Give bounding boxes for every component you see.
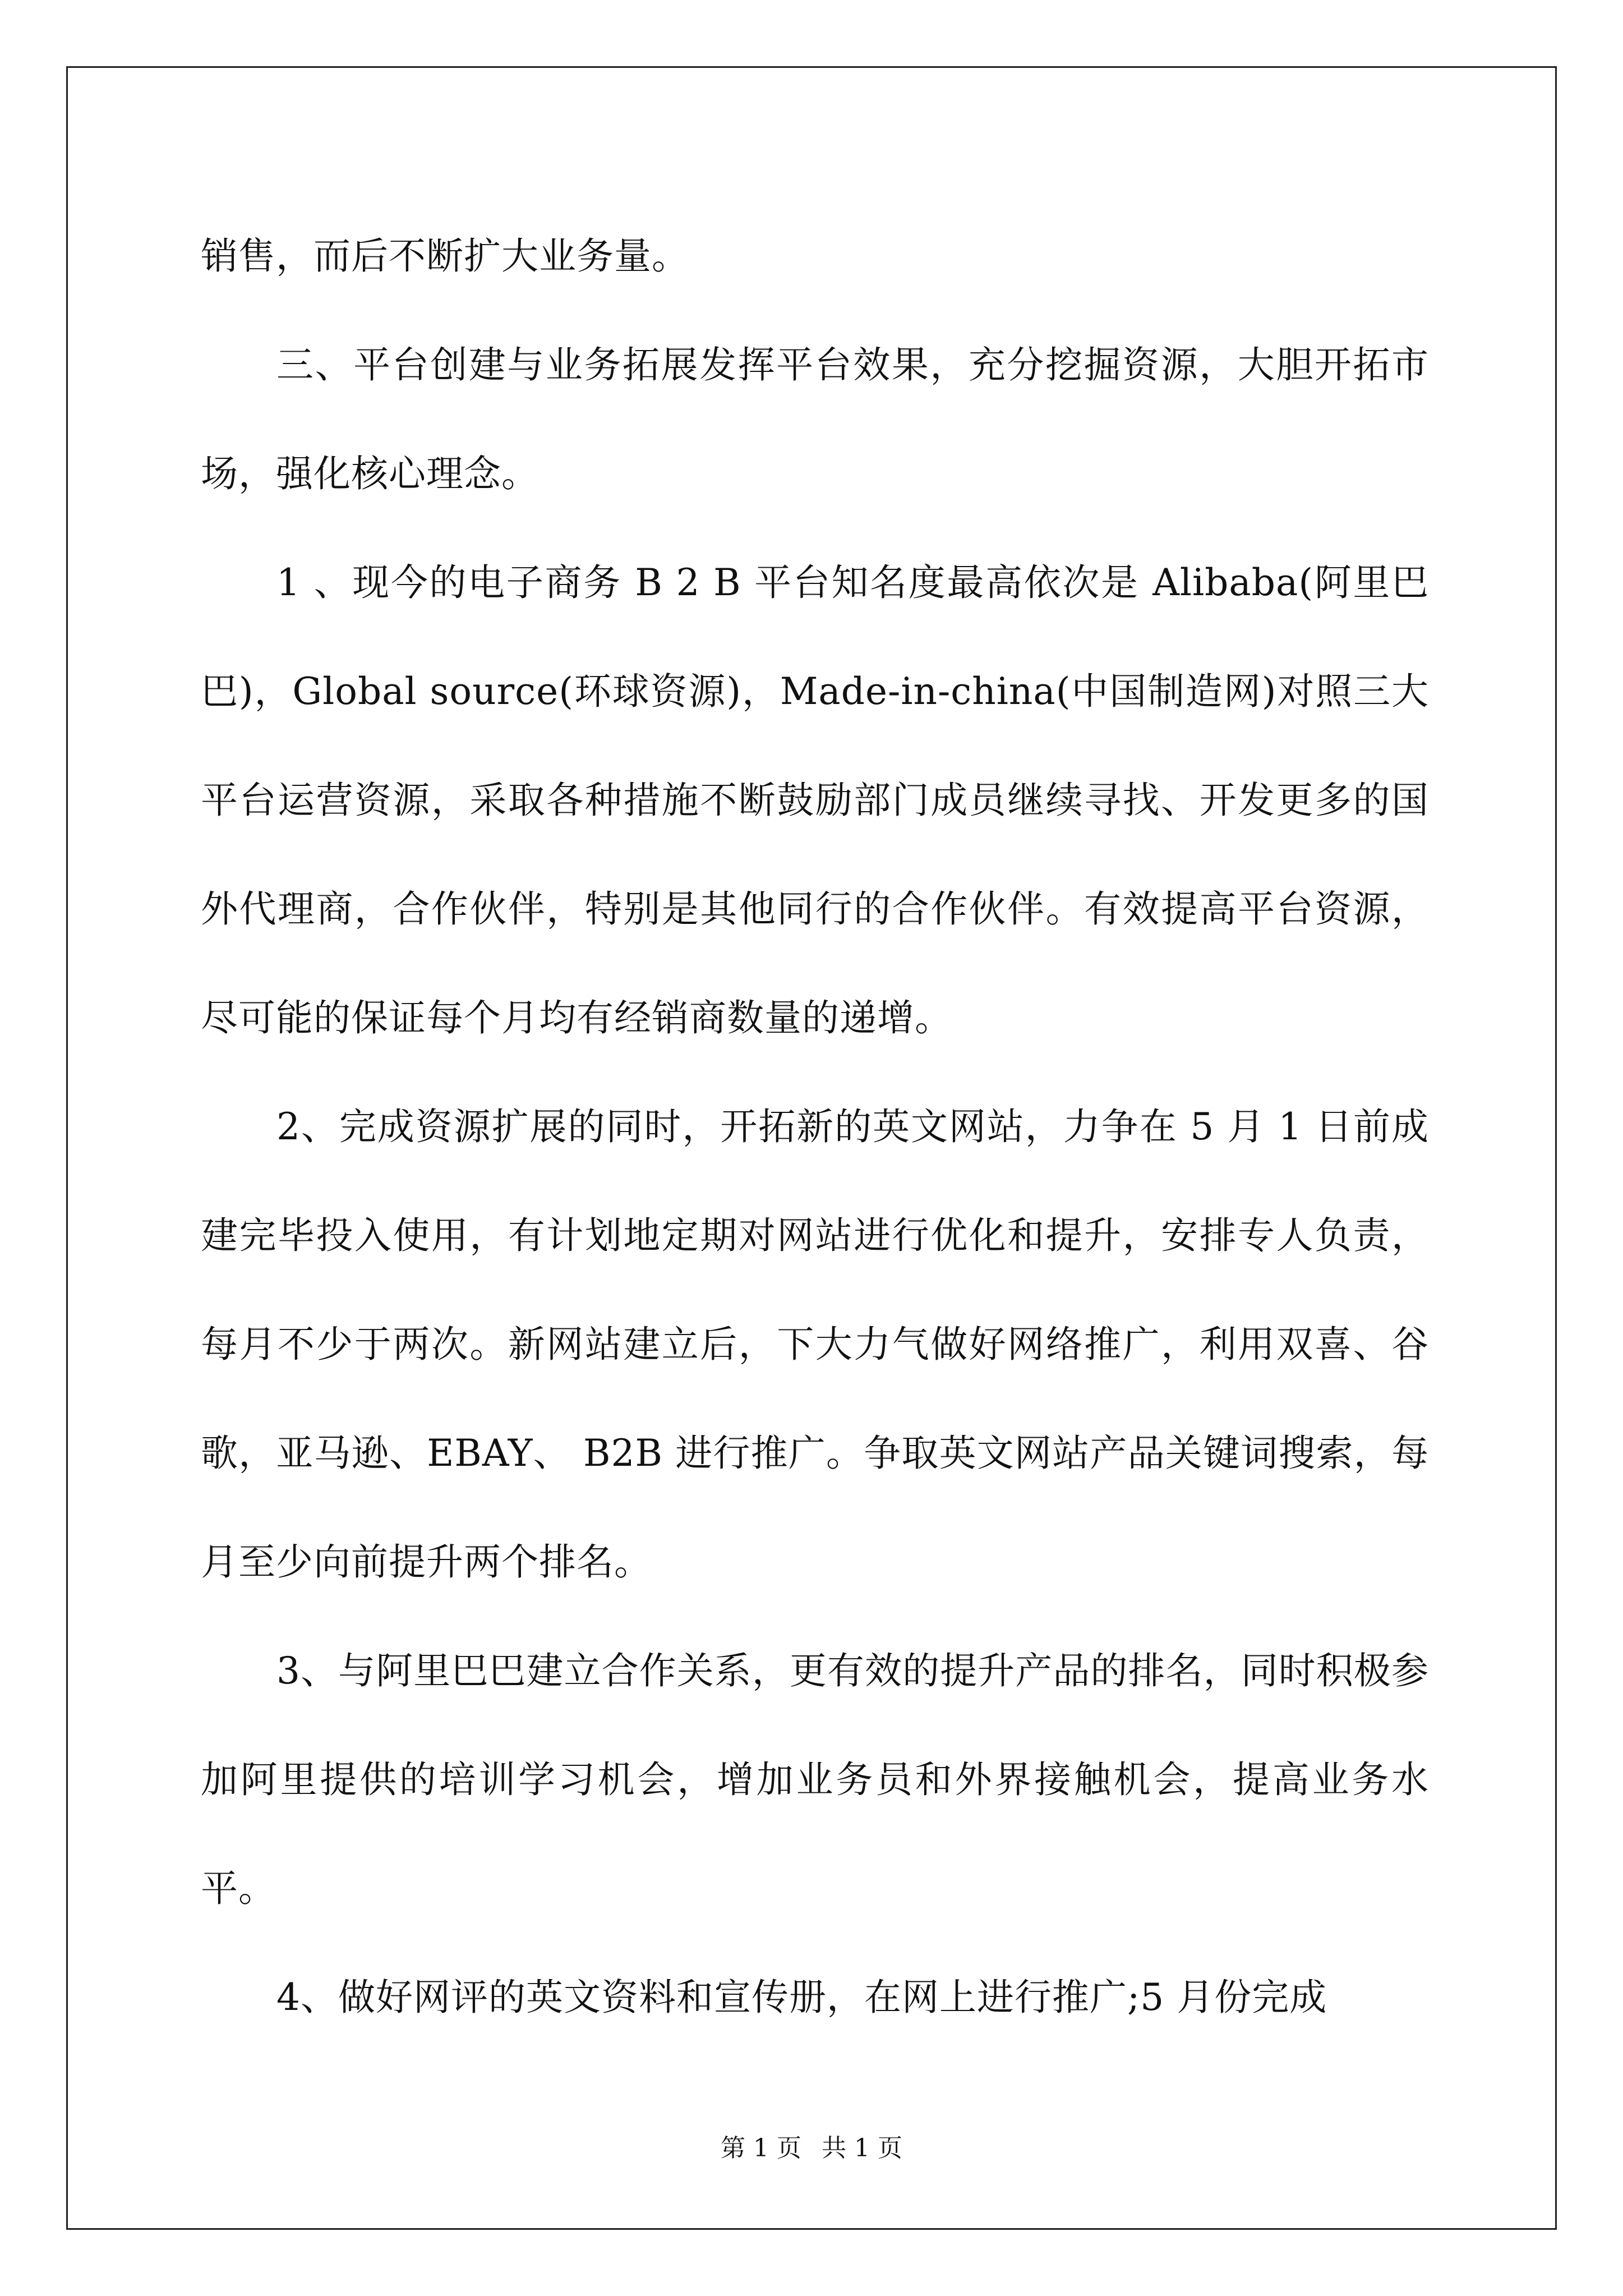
- document-body: [201, 202, 1429, 2052]
- paragraph: 三、平台创建与业务拓展发挥平台效果，充分挖掘资源，大胆开拓市场，强化核心理念。: [201, 343, 1429, 495]
- paragraph: 销售，而后不断扩大业务量。: [201, 234, 689, 278]
- paragraph: 3、与阿里巴巴建立合作关系，更有效的提升产品的排名，同时积极参加阿里提供的培训学习机会，增加业务员和外界接触机会，提高业务水平。: [201, 1649, 1429, 1910]
- paragraph: 1 、现今的电子商务 B 2 B 平台知名度最高依次是 Alibaba(阿里巴巴)，Global source(环球资源)，Made-in-china(中国制造网)对照三大平台运营资源，采取各种措施不断鼓励部门成员继续寻找、开发更多的国外代理商，合作伙伴，特别是其他同行的合作伙伴。有效提高平台资源，尽可能的保证每个月均有经销商数量的递增。: [201, 561, 1429, 1039]
- paragraph: 2、完成资源扩展的同时，开拓新的英文网站，力争在 5 月 1 日前成建完毕投入使用，有计划地定期对网站进行优化和提升，安排专人负责，每月不少于两次。新网站建立后，下大力气做好网络推广，利用双喜、谷歌，亚马逊、EBAY、 B2B 进行推广。争取英文网站产品关键词搜索，每月至少向前提升两个排名。: [201, 1105, 1429, 1584]
- page-number: 第 1 页: [721, 2134, 801, 2162]
- page-footer: [0, 2132, 1623, 2165]
- paragraph: 4、做好网评的英文资料和宣传册，在网上进行推广;5 月份完成: [276, 1976, 1327, 2019]
- page-total: 共 1 页: [822, 2134, 902, 2162]
